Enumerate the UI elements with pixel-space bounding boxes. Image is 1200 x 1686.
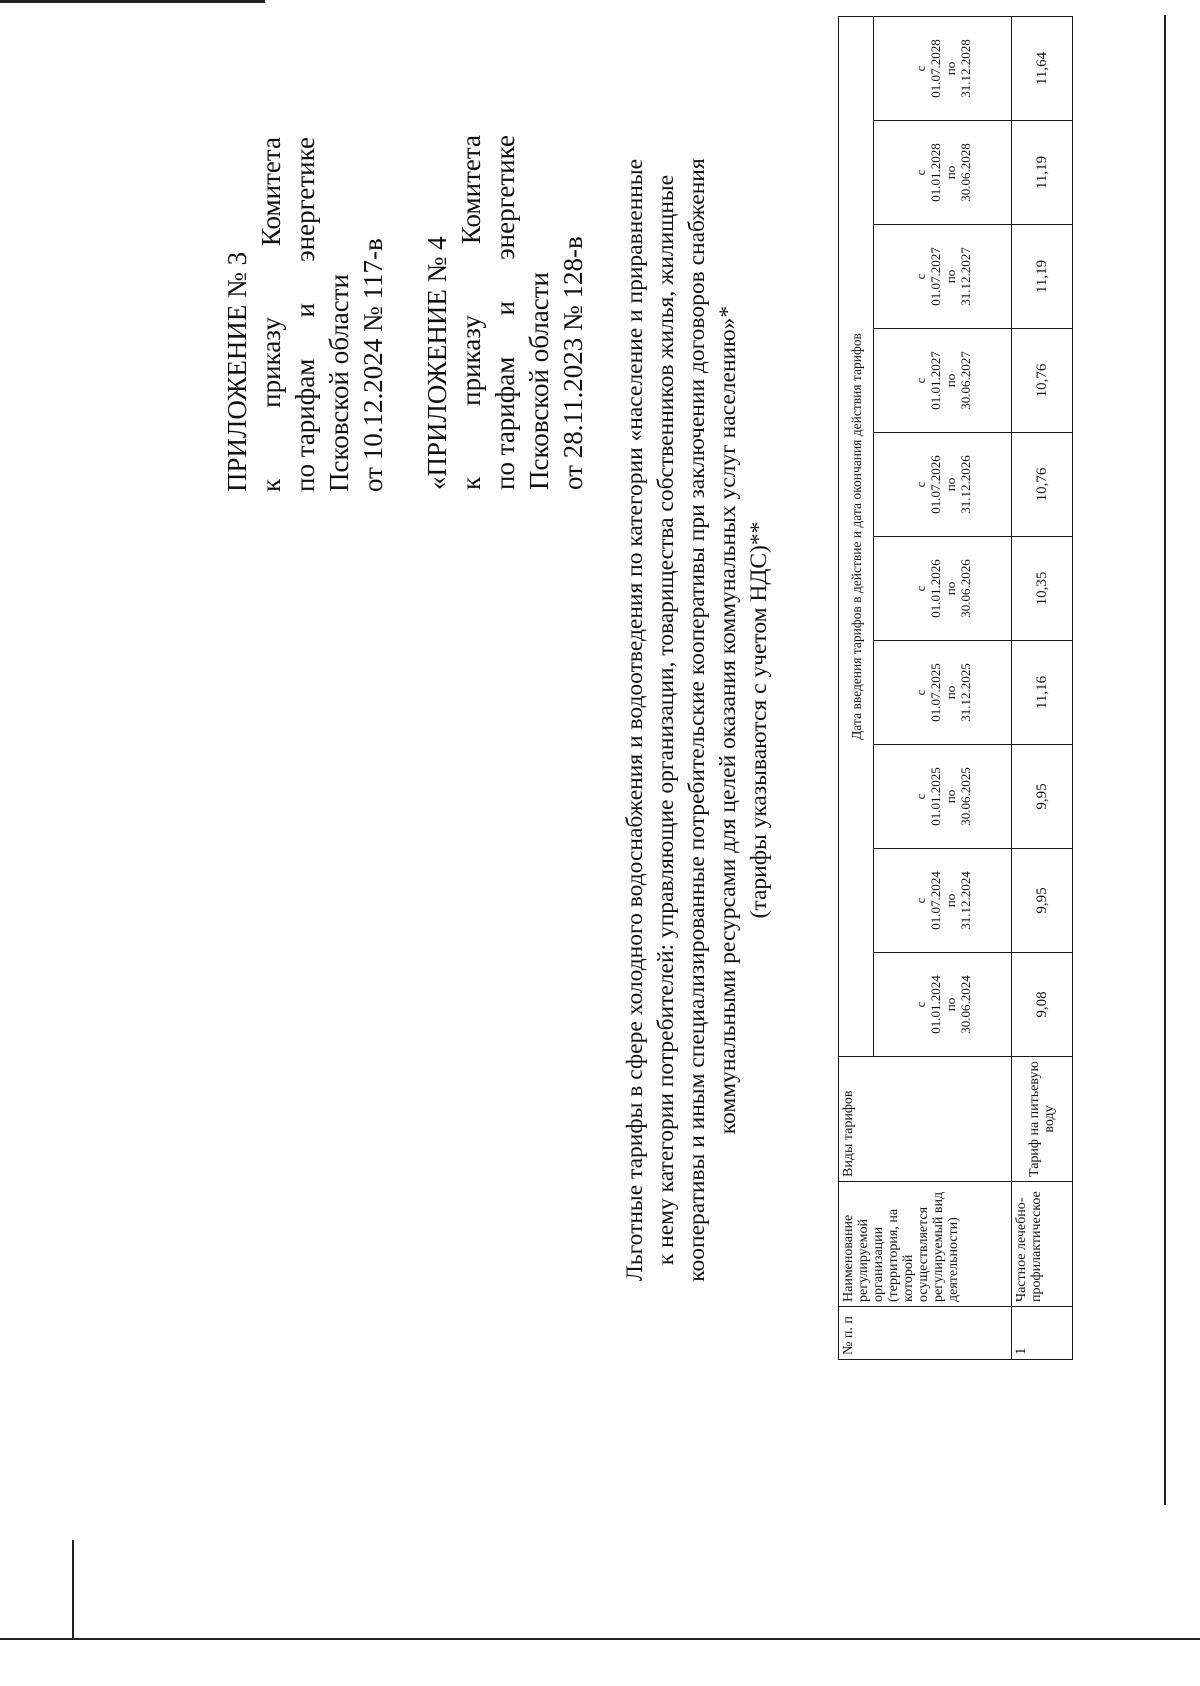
header-period-part: по xyxy=(942,61,958,76)
rotated-content xyxy=(60,0,1180,1480)
header-period-part: с xyxy=(912,65,928,72)
header-period-part: 31.12.2027 xyxy=(957,247,973,306)
header-period-part: по xyxy=(942,581,958,596)
cell-tariff-value: 11,19 xyxy=(1012,225,1073,329)
table-body xyxy=(1012,17,1073,1360)
header-period-part: 30.06.2024 xyxy=(957,975,973,1034)
header-period-part: 01.01.2028 xyxy=(927,143,943,202)
appendix-current-line4: от 10.12.2024 № 117-в xyxy=(358,238,388,492)
appendix-amended-word: к xyxy=(456,476,486,490)
header-period-part: 30.06.2028 xyxy=(957,143,973,202)
header-period-part: 31.12.2024 xyxy=(957,871,973,930)
cell-tariff-value: 11,64 xyxy=(1012,17,1073,121)
header-period-part: с xyxy=(912,585,928,592)
header-period-part: 01.01.2025 xyxy=(927,767,943,826)
document-title-line: коммунальными ресурсами для целей оказания коммунальных услуг населению»* xyxy=(715,305,741,1135)
header-period-part: по xyxy=(942,165,958,180)
header-period-part: 30.06.2026 xyxy=(957,559,973,618)
appendix-current-line2 xyxy=(288,137,322,492)
header-period-part: 01.07.2026 xyxy=(927,455,943,514)
appendix-amended-word: и xyxy=(490,301,520,316)
header-period-part: с xyxy=(912,897,928,904)
header-period-part: с xyxy=(912,481,928,488)
document-title-line: к нему категории потребителей: управляющие организации, товарищества собственников жилья, жилищные xyxy=(653,174,679,1266)
header-period xyxy=(874,849,1012,953)
appendix-amended-word: энергетике xyxy=(490,135,520,260)
header-period-part: 01.01.2027 xyxy=(927,351,943,410)
header-period-part: с xyxy=(912,273,928,280)
document-title-line: Льготные тарифы в сфере холодного водоснабжения и водоотведения по категории «население и приравненные xyxy=(622,158,648,1282)
cell-tariff-value: 9,08 xyxy=(1012,953,1073,1057)
header-period xyxy=(874,537,1012,641)
header-period xyxy=(874,745,1012,849)
cell-tariff-value: 11,19 xyxy=(1012,121,1073,225)
header-period-part: 31.12.2026 xyxy=(957,455,973,514)
header-period-part: 01.07.2025 xyxy=(927,663,943,722)
header-period-part: по xyxy=(942,893,958,908)
appendix-current-line3: Псковской области xyxy=(324,273,354,492)
header-period-part: 01.01.2026 xyxy=(927,559,943,618)
tariff-table xyxy=(838,16,1073,1360)
header-period-part: по xyxy=(942,269,958,284)
header-period-part: с xyxy=(912,689,928,696)
appendix-amended-line1 xyxy=(454,135,488,490)
cell-tariff-value: 9,95 xyxy=(1012,745,1073,849)
appendix-current-word: к xyxy=(256,478,286,492)
header-tariff-type: Виды тарифов xyxy=(839,1057,1012,1182)
document-title-note: (тарифы указываются с учетом НДС)** xyxy=(746,521,772,919)
header-period-part: 31.12.2025 xyxy=(957,663,973,722)
header-num: № п. п xyxy=(839,1307,1012,1360)
table-row xyxy=(1012,17,1073,1360)
header-period xyxy=(874,121,1012,225)
appendix-amended-line4: от 28.11.2023 № 128-в xyxy=(558,236,588,490)
appendix-current xyxy=(220,137,390,492)
appendix-amended-title: «ПРИЛОЖЕНИЕ № 4 xyxy=(422,236,452,490)
header-period-part: с xyxy=(912,377,928,384)
header-period xyxy=(874,17,1012,121)
header-period-part: 01.07.2027 xyxy=(927,247,943,306)
appendix-current-line1 xyxy=(254,137,288,492)
header-period xyxy=(874,433,1012,537)
header-period-part: по xyxy=(942,997,958,1012)
header-period-part: 01.01.2024 xyxy=(927,975,943,1034)
header-period xyxy=(874,953,1012,1057)
header-period-part: с xyxy=(912,169,928,176)
header-period-part: 01.07.2024 xyxy=(927,871,943,930)
appendix-amended-line2 xyxy=(488,135,522,490)
header-period-part: 31.12.2028 xyxy=(957,39,973,98)
appendix-current-word: и xyxy=(290,303,320,318)
header-period xyxy=(874,329,1012,433)
appendix-current-word: по тарифам xyxy=(290,358,320,492)
document-title xyxy=(620,110,775,1330)
appendix-current-word: приказу xyxy=(256,317,286,408)
appendix-current-title: ПРИЛОЖЕНИЕ № 3 xyxy=(222,251,252,492)
appendix-current-word: Комитета xyxy=(256,137,286,247)
appendix-amended-word: приказу xyxy=(456,315,486,406)
cell-num: 1 xyxy=(1012,1307,1073,1360)
scan-edge-left xyxy=(72,1540,74,1638)
cell-tariff-type: Тариф на питьевую воду xyxy=(1012,1057,1073,1182)
appendix-current-word: энергетике xyxy=(290,137,320,262)
header-period-part: по xyxy=(942,373,958,388)
cell-tariff-value: 10,76 xyxy=(1012,329,1073,433)
header-period-part: с xyxy=(912,793,928,800)
cell-organization: Частное лечебно-профилактическое xyxy=(1012,1182,1073,1307)
header-organization: Наименование регулируемой организации (территория, на которой осуществляется регулируемый вид деятельности) xyxy=(839,1182,1012,1307)
header-period-part: 30.06.2027 xyxy=(957,351,973,410)
cell-tariff-value: 10,76 xyxy=(1012,433,1073,537)
header-period-part: 01.07.2028 xyxy=(927,39,943,98)
table-group-header-row xyxy=(839,17,874,1360)
header-period-part: 30.06.2025 xyxy=(957,767,973,826)
header-period-part: по xyxy=(942,789,958,804)
appendix-amended xyxy=(420,135,590,490)
scan-edge-bottom xyxy=(0,1638,1200,1640)
header-period xyxy=(874,225,1012,329)
header-period-part: с xyxy=(912,1001,928,1008)
cell-tariff-value: 9,95 xyxy=(1012,849,1073,953)
header-period xyxy=(874,641,1012,745)
header-period-group: Дата введения тарифов в действие и дата окончания действия тарифов xyxy=(839,17,874,1057)
cell-tariff-value: 10,35 xyxy=(1012,537,1073,641)
header-period-part: по xyxy=(942,685,958,700)
appendix-amended-line3: Псковской области xyxy=(524,271,554,490)
document-title-line: кооперативы и иным специализированные потребительские кооперативы при заключении договоров снабжения xyxy=(684,158,710,1282)
cell-tariff-value: 11,16 xyxy=(1012,641,1073,745)
appendix-amended-word: Комитета xyxy=(456,135,486,245)
header-period-part: по xyxy=(942,477,958,492)
appendix-amended-word: по тарифам xyxy=(490,356,520,490)
